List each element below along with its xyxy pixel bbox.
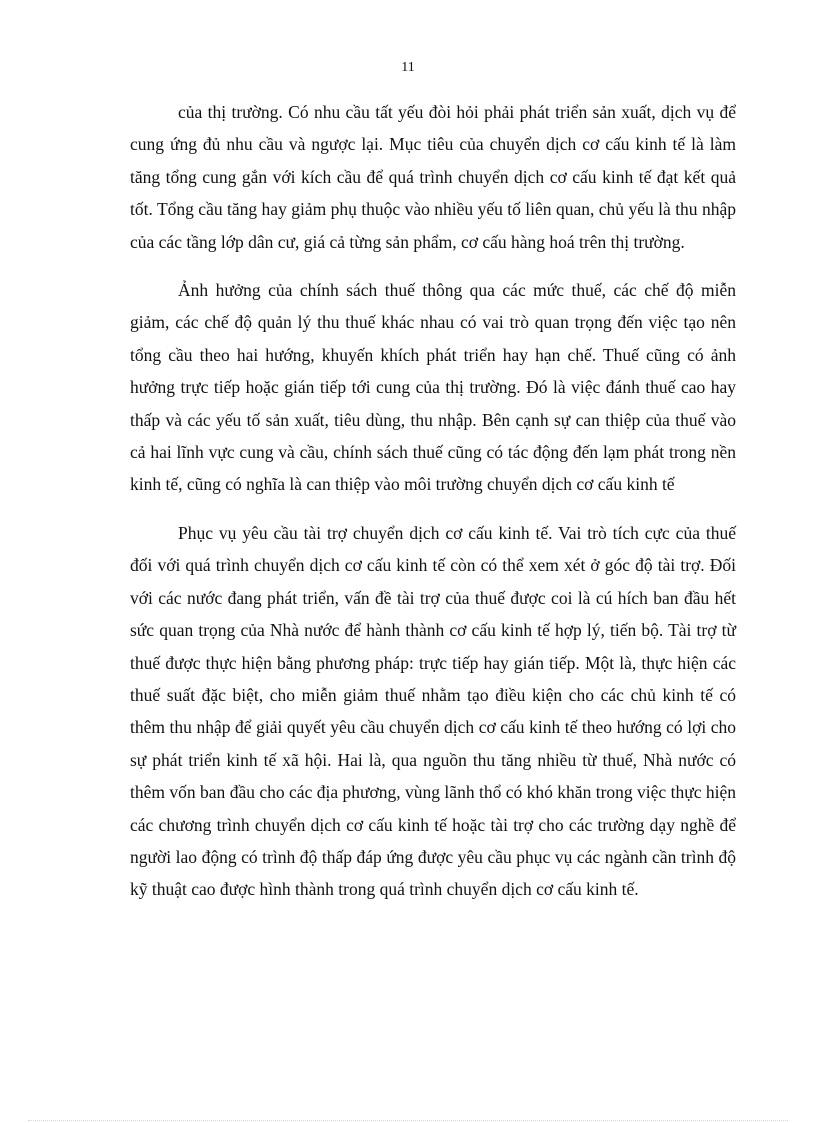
paragraph-1: của thị trường. Có nhu cầu tất yếu đòi hỏi phải phát triển sản xuất, dịch vụ để cung ứng đủ nhu cầu và ngược lại. Mục tiêu của chuyển dịch cơ cấu kinh tế là làm tăng tổng cung gắn với kích cầu để quá trình chuyển dịch cơ cấu kinh tế đạt kết quả tốt. Tổng cầu tăng hay giảm phụ thuộc vào nhiều yếu tố liên quan, chủ yếu là thu nhập của các tầng lớp dân cư, giá cả từng sản phẩm, cơ cấu hàng hoá trên thị trường. bbox=[130, 102, 736, 252]
document-body bbox=[130, 96, 736, 922]
paragraph-2: Ảnh hưởng của chính sách thuế thông qua các mức thuế, các chế độ miễn giảm, các chế độ quản lý thu thuế khác nhau có vai trò quan trọng đến việc tạo nên tổng cầu theo hai hướng, khuyến khích phát triển hay hạn chế. Thuế cũng có ảnh hưởng trực tiếp hoặc gián tiếp tới cung của thị trường. Đó là việc đánh thuế cao hay thấp và các yếu tố sản xuất, tiêu dùng, thu nhập. Bên cạnh sự can thiệp của thuế vào cả hai lĩnh vực cung và cầu, chính sách thuế cũng có tác động đến lạm phát trong nền kinh tế, cũng có nghĩa là can thiệp vào môi trường chuyển dịch cơ cấu kinh tế bbox=[130, 280, 736, 495]
page-number: 11 bbox=[401, 60, 415, 75]
page-bottom-divider bbox=[28, 1120, 788, 1121]
paragraph-3: Phục vụ yêu cầu tài trợ chuyển dịch cơ cấu kinh tế. Vai trò tích cực của thuế đối với quá trình chuyển dịch cơ cấu kinh tế còn có thể xem xét ở góc độ tài trợ. Đối với các nước đang phát triển, vấn đề tài trợ của thuế được coi là cú hích ban đầu hết sức quan trọng của Nhà nước để hành thành cơ cấu kinh tế hợp lý, tiến bộ. Tài trợ từ thuế được thực hiện bằng phương pháp: trực tiếp hay gián tiếp. Một là, thực hiện các thuế suất đặc biệt, cho miễn giảm thuế nhằm tạo điều kiện cho các chủ kinh tế có thêm thu nhập để giải quyết yêu cầu chuyển dịch cơ cấu kinh tế theo hướng có lợi cho sự phát triển kinh tế xã hội. Hai là, qua nguồn thu tăng nhiều từ thuế, Nhà nước có thêm vốn ban đầu cho các địa phương, vùng lãnh thổ có khó khăn trong việc thực hiện các chương trình chuyển dịch cơ cấu kinh tế hoặc tài trợ cho các trường dạy nghề để người lao động có trình độ thấp đáp ứng được yêu cầu phục vụ các ngành cần trình độ kỹ thuật cao được hình thành trong quá trình chuyển dịch cơ cấu kinh tế. bbox=[130, 522, 736, 900]
